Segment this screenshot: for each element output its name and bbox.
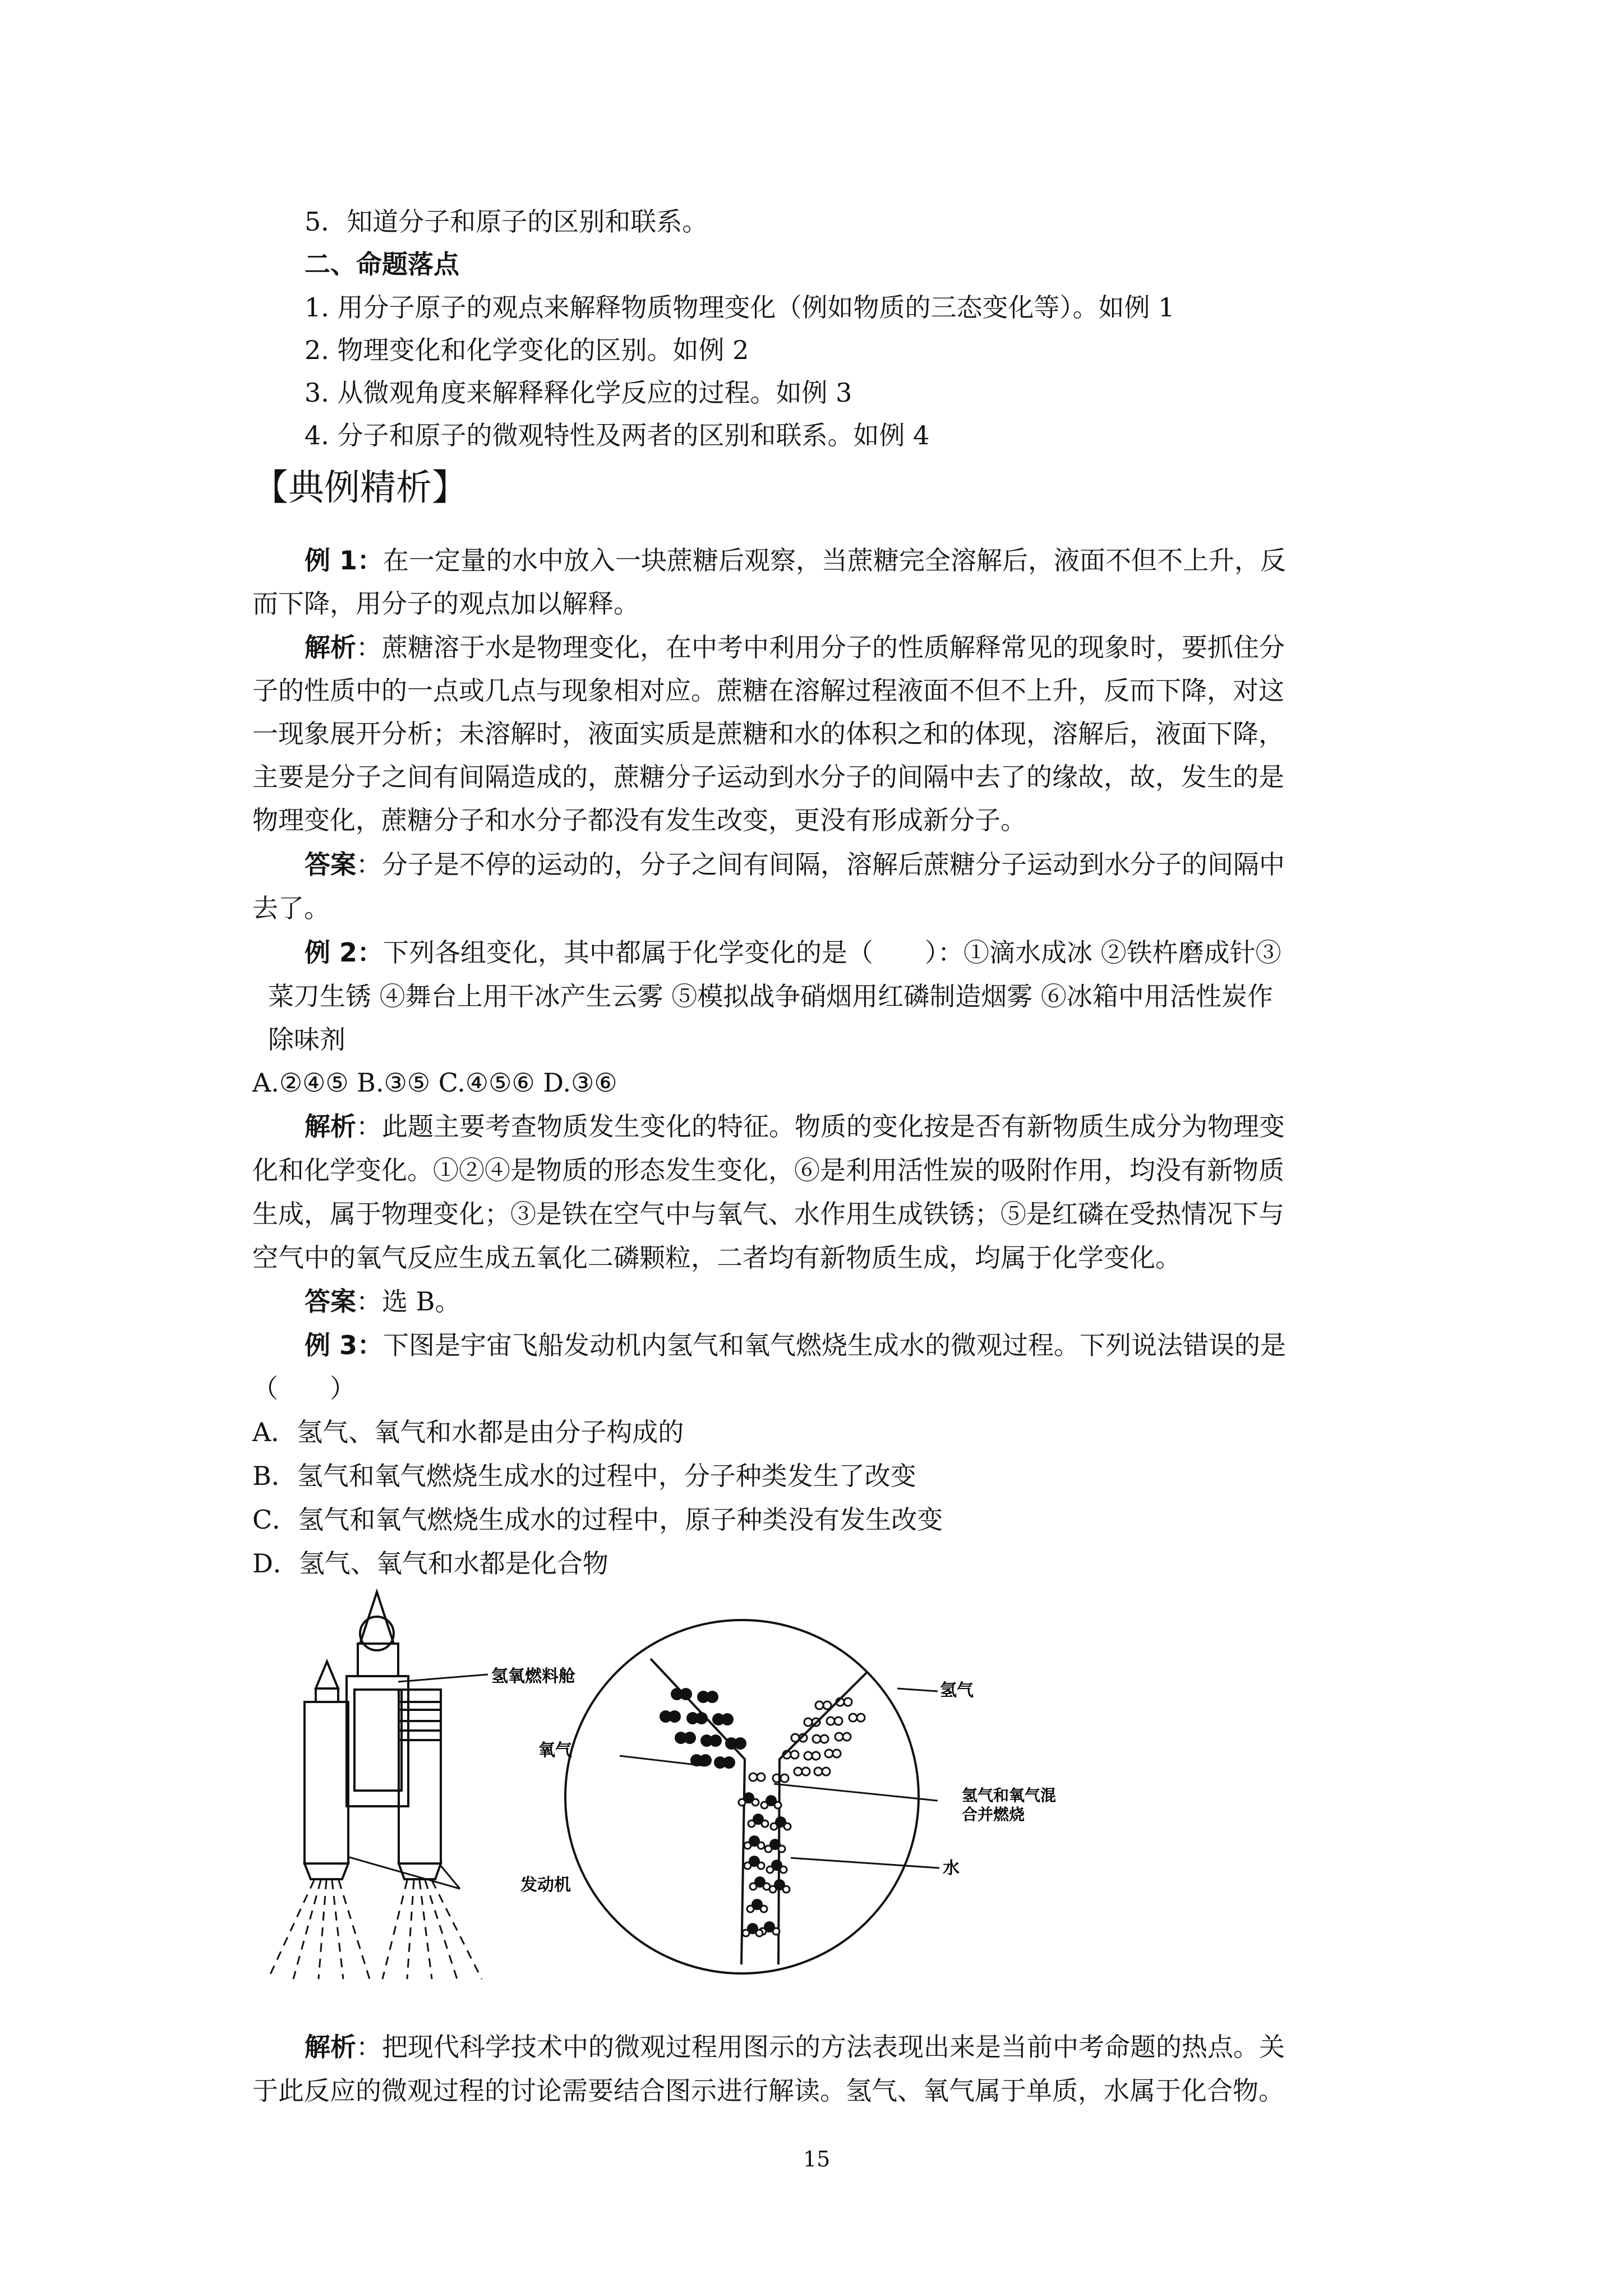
label-engine: 发动机 bbox=[520, 1875, 571, 1895]
example-3-option-b: B．氢气和氧气燃烧生成水的过程中，分子种类发生了改变 bbox=[252, 1461, 916, 1491]
example-2-label: 例 2： bbox=[305, 937, 384, 968]
section-heading-proposition-points: 二、命题落点 bbox=[305, 249, 459, 279]
label-fuel-tank: 氢氧燃料舱 bbox=[491, 1667, 575, 1686]
objective-item-5: 5．知道分子和原子的区别和联系。 bbox=[305, 206, 708, 237]
exhaust-lines bbox=[268, 1880, 482, 1979]
left-booster-rocket-icon bbox=[305, 1662, 348, 1879]
example-3-option-c: C．氢气和氧气燃烧生成水的过程中，原子种类没有发生改变 bbox=[252, 1504, 943, 1535]
right-booster-rocket-icon bbox=[399, 1690, 441, 1879]
main-rocket-icon bbox=[347, 1592, 408, 1806]
example-2-analysis-line-2: 化和化学变化。①②④是物质的形态发生变化，⑥是利用活性炭的吸附作用，均没有新物质 bbox=[252, 1155, 1284, 1185]
example-1-analysis-line-1 bbox=[305, 634, 1285, 660]
example-2-analysis-line-4: 空气中的氧气反应生成五氧化二磷颗粒，二者均有新物质生成，均属于化学变化。 bbox=[252, 1243, 1181, 1273]
proposition-point-3: 3. 从微观角度来解释释化学反应的过程。如例 3 bbox=[305, 378, 852, 408]
section-title-typical-examples: 【典例精析】 bbox=[252, 467, 468, 509]
oxygen-molecules-group bbox=[660, 1688, 746, 1769]
example-3-question-line-2: （ ） bbox=[252, 1373, 356, 1404]
example-3-option-d: D．氢气、氧气和水都是化合物 bbox=[252, 1548, 608, 1579]
example-3-question-line-1 bbox=[305, 1332, 1286, 1358]
example-2-answer-text: ：选 B。 bbox=[356, 1286, 461, 1317]
example-3-analysis-line-2: 于此反应的微观过程的讨论需要结合图示进行解读。氢气、氧气属于单质，水属于化合物。 bbox=[252, 2076, 1284, 2106]
example-2-question-line-3: 除味剂 bbox=[268, 1024, 345, 1055]
example-2-question-text: 下列各组变化，其中都属于化学变化的是（ ）：①滴水成冰 ②铁杵磨成针③ bbox=[383, 937, 1281, 968]
example-2-analysis-line-1 bbox=[305, 1111, 1285, 1142]
example-1-answer-line-2: 去了。 bbox=[252, 893, 330, 923]
example-1-analysis-line-3: 一现象展开分析；未溶解时，液面实质是蔗糖和水的体积之和的体现，溶解后，液面下降， bbox=[252, 719, 1284, 749]
label-mix-line-2: 合并燃烧 bbox=[962, 1805, 1025, 1824]
proposition-point-2: 2. 物理变化和化学变化的区别。如例 2 bbox=[305, 335, 749, 365]
example-2-question-line-2: 菜刀生锈 ④舞台上用干冰产生云雾 ⑤模拟战争硝烟用红磷制造烟雾 ⑥冰箱中用活性炭作 bbox=[268, 981, 1273, 1011]
example-2-options: A.②④⑤ B.③⑤ C.④⑤⑥ D.③⑥ bbox=[252, 1068, 617, 1098]
example-1-analysis-label: 解析 bbox=[305, 632, 356, 662]
water-molecules-group bbox=[739, 1792, 791, 1936]
example-3-analysis-label: 解析 bbox=[305, 2032, 356, 2062]
example-1-analysis-line-2: 子的性质中的一点或几点与现象相对应。蔗糖在溶解过程液面不但不上升，反而下降，对这 bbox=[252, 675, 1284, 706]
hydrogen-molecules-group bbox=[749, 1698, 865, 1782]
example-3-question-text: 下图是宇宙飞船发动机内氢气和氧气燃烧生成水的微观过程。下列说法错误的是 bbox=[383, 1330, 1287, 1360]
example-1-analysis-text: ：蔗糖溶于水是物理变化，在中考中利用分子的性质解释常见的现象时，要抓住分 bbox=[356, 632, 1285, 662]
example-1-analysis-line-4: 主要是分子之间有间隔造成的，蔗糖分子运动到水分子的间隔中去了的缘故，故，发生的是 bbox=[252, 762, 1284, 792]
label-mix-line-1: 氢气和氧气混 bbox=[962, 1786, 1057, 1805]
example-1-question-text: 在一定量的水中放入一块蔗糖后观察，当蔗糖完全溶解后，液面不但不上升，反 bbox=[383, 545, 1287, 576]
example-3-label: 例 3： bbox=[305, 1330, 384, 1360]
example-2-analysis-text: ：此题主要考查物质发生变化的特征。物质的变化按是否有新物质生成分为物理变 bbox=[356, 1111, 1285, 1142]
label-hydrogen: 氢气 bbox=[940, 1681, 974, 1700]
page-number: 15 bbox=[803, 2147, 831, 2171]
example-1-answer-label: 答案 bbox=[305, 849, 356, 880]
example-3-analysis-text: ：把现代科学技术中的微观过程用图示的方法表现出来是当前中考命题的热点。关 bbox=[356, 2032, 1285, 2062]
example-2-answer bbox=[305, 1286, 461, 1317]
example-2-analysis-label: 解析 bbox=[305, 1111, 356, 1142]
example-2-answer-label: 答案 bbox=[305, 1286, 356, 1317]
example-1-question-line-2: 而下降，用分子的观点加以解释。 bbox=[252, 588, 639, 619]
example-1-analysis-line-5: 物理变化，蔗糖分子和水分子都没有发生改变，更没有形成新分子。 bbox=[252, 805, 1026, 835]
example-1-label: 例 1： bbox=[305, 545, 384, 576]
example-2-analysis-line-3: 生成，属于物理变化；③是铁在空气中与氧气、水作用生成铁锈；⑤是红磷在受热情况下与 bbox=[252, 1199, 1284, 1229]
example-1-answer-text: ：分子是不停的运动的，分子之间有间隔，溶解后蔗糖分子运动到水分子的间隔中 bbox=[356, 849, 1285, 880]
label-oxygen: 氧气 bbox=[538, 1741, 572, 1760]
example-1-question-line-1 bbox=[305, 545, 1287, 576]
label-water: 水 bbox=[943, 1858, 960, 1878]
micro-process-circle bbox=[565, 1620, 919, 1973]
proposition-point-1: 1. 用分子原子的观点来解释物质物理变化（例如物质的三态变化等）。如例 1 bbox=[305, 292, 1175, 323]
example-3-analysis-line-1 bbox=[305, 2034, 1285, 2060]
example-1-answer-line-1 bbox=[305, 849, 1285, 880]
example-3-option-a: A．氢气、氧气和水都是由分子构成的 bbox=[252, 1417, 684, 1447]
proposition-point-4: 4. 分子和原子的微观特性及两者的区别和联系。如例 4 bbox=[305, 420, 930, 450]
example-2-question-line-1 bbox=[305, 937, 1281, 968]
